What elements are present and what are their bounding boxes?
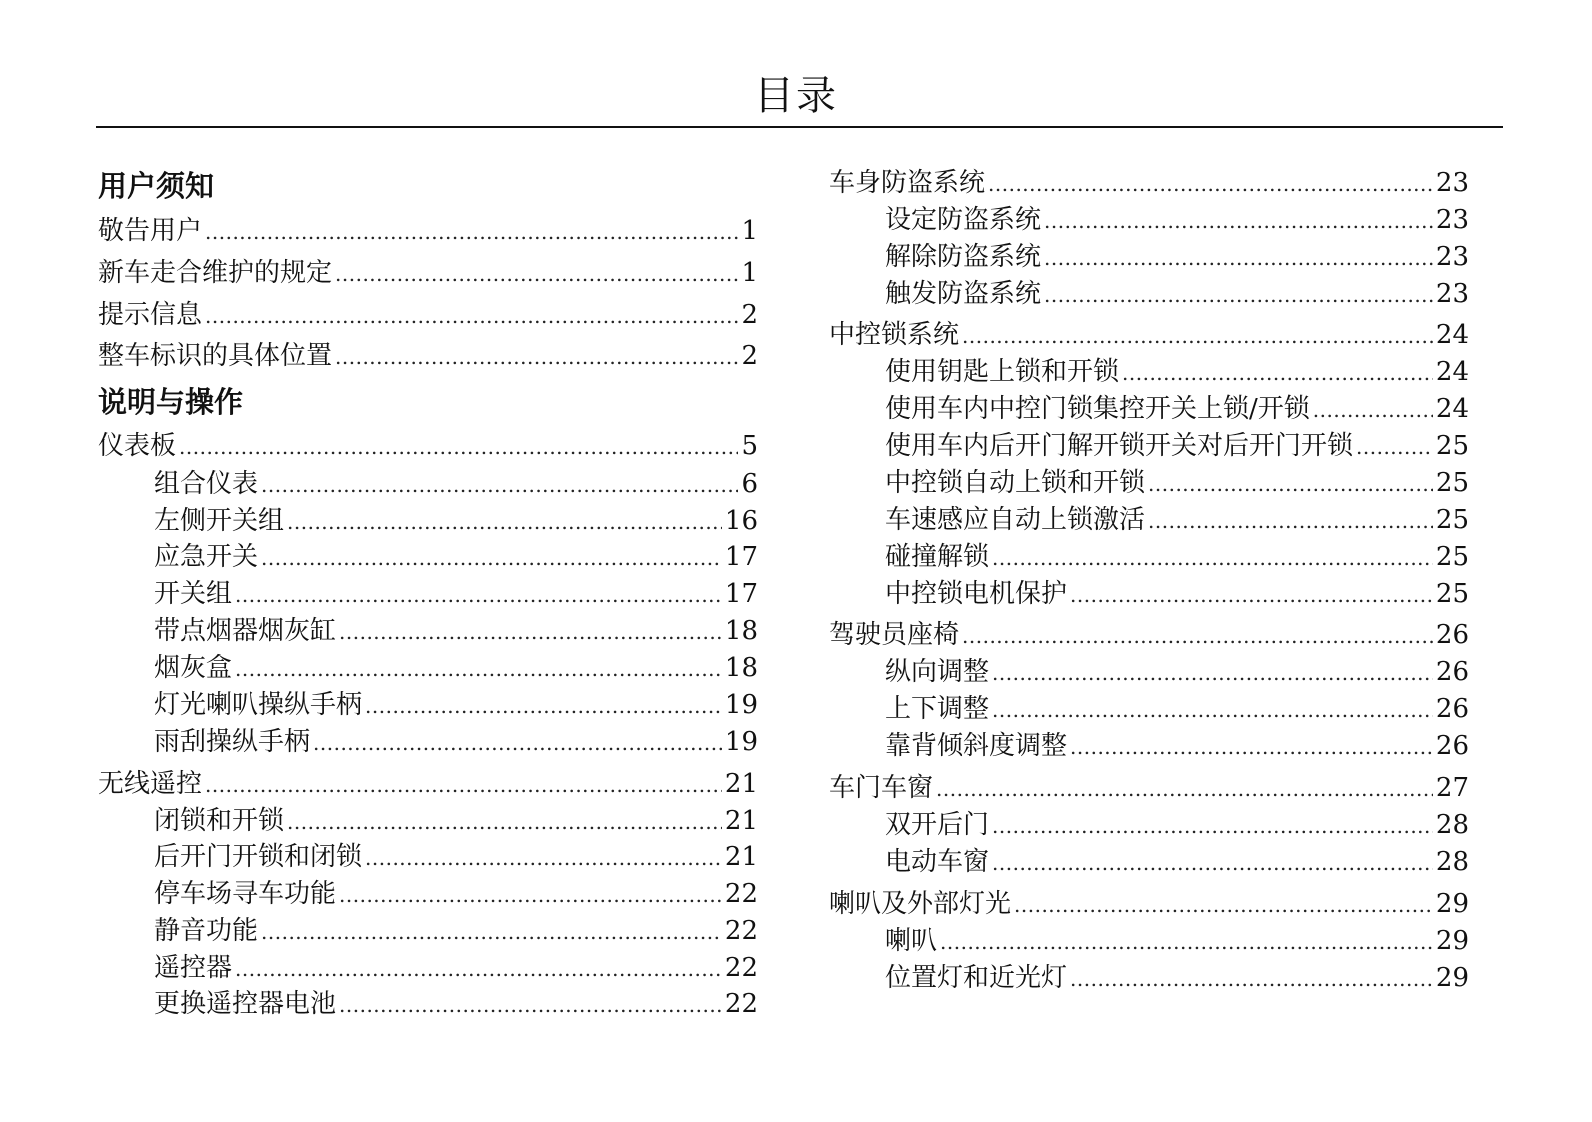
dot-leader — [1044, 204, 1433, 238]
toc-page-number: 23 — [1435, 279, 1469, 309]
dot-leader — [1044, 241, 1433, 275]
toc-entry[interactable] — [885, 729, 1469, 764]
toc-entry[interactable] — [154, 688, 758, 723]
section-heading: 说明与操作 — [98, 385, 244, 419]
dot-leader — [339, 988, 722, 1022]
dot-leader — [205, 299, 738, 333]
dot-leader — [936, 772, 1433, 806]
toc-page-number: 1 — [741, 258, 758, 288]
toc-page-number: 6 — [741, 469, 758, 499]
dot-leader — [992, 846, 1433, 880]
dot-leader — [1148, 467, 1433, 501]
toc-entry[interactable] — [885, 466, 1469, 501]
toc-entry[interactable] — [829, 618, 1469, 653]
dot-leader — [261, 468, 738, 502]
dot-leader — [1356, 430, 1433, 464]
dot-leader — [1148, 504, 1433, 538]
toc-page-number: 28 — [1435, 847, 1469, 877]
toc-entry-title: 使用钥匙上锁和开锁 — [885, 357, 1120, 387]
toc-page-number: 19 — [724, 690, 758, 720]
section-heading: 用户须知 — [98, 169, 215, 203]
toc-entry[interactable] — [154, 467, 758, 502]
dot-leader — [235, 578, 722, 612]
toc-page-number: 1 — [741, 216, 758, 246]
dot-leader — [988, 167, 1433, 201]
toc-entry[interactable] — [154, 577, 758, 612]
toc-entry-title: 车门车窗 — [829, 773, 934, 803]
toc-page-number: 22 — [724, 916, 758, 946]
toc-page-number: 22 — [724, 879, 758, 909]
toc-entry[interactable] — [885, 277, 1469, 312]
toc-entry[interactable] — [154, 877, 758, 912]
dot-leader — [992, 809, 1433, 843]
dot-leader — [962, 319, 1433, 353]
dot-leader — [962, 619, 1433, 653]
dot-leader — [992, 656, 1433, 690]
toc-entry-title: 上下调整 — [885, 694, 990, 724]
dot-leader — [261, 915, 722, 949]
toc-entry-title: 位置灯和近光灯 — [885, 963, 1068, 993]
dot-leader — [992, 693, 1433, 727]
toc-entry[interactable] — [885, 203, 1469, 238]
dot-leader — [339, 878, 722, 912]
toc-entry-title: 更换遥控器电池 — [154, 989, 337, 1019]
toc-entry-title: 设定防盗系统 — [885, 205, 1042, 235]
dot-leader — [179, 430, 738, 464]
toc-entry[interactable] — [154, 914, 758, 949]
dot-leader — [235, 652, 722, 686]
toc-entry-title: 开关组 — [154, 579, 233, 609]
toc-entry[interactable] — [154, 651, 758, 686]
toc-page-number: 24 — [1435, 357, 1469, 387]
toc-entry-title: 纵向调整 — [885, 657, 990, 687]
toc-page-number: 21 — [724, 806, 758, 836]
toc-page-number: 25 — [1435, 468, 1469, 498]
toc-entry-title: 烟灰盒 — [154, 653, 233, 683]
toc-entry-title: 中控锁电机保护 — [885, 579, 1068, 609]
dot-leader — [940, 925, 1433, 959]
toc-entry[interactable] — [829, 318, 1469, 353]
toc-entry-title: 仪表板 — [98, 431, 177, 461]
toc-page-number: 5 — [741, 431, 758, 461]
toc-page-number: 29 — [1435, 889, 1469, 919]
toc-page-number: 23 — [1435, 168, 1469, 198]
dot-leader — [287, 505, 722, 539]
toc-entry-title: 整车标识的具体位置 — [98, 341, 333, 371]
toc-page-number: 19 — [724, 727, 758, 757]
toc-page-number: 27 — [1435, 773, 1469, 803]
toc-page-number: 29 — [1435, 963, 1469, 993]
toc-entry-title: 新车走合维护的规定 — [98, 258, 333, 288]
toc-entry[interactable] — [98, 767, 758, 802]
dot-leader — [339, 615, 722, 649]
toc-entry-title: 敬告用户 — [98, 216, 203, 246]
dot-leader — [992, 541, 1433, 575]
toc-page-number: 26 — [1435, 731, 1469, 761]
toc-entry[interactable] — [98, 339, 758, 374]
toc-entry[interactable] — [154, 614, 758, 649]
toc-entry-title: 灯光喇叭操纵手柄 — [154, 690, 363, 720]
toc-entry-title: 组合仪表 — [154, 469, 259, 499]
toc-page-number: 24 — [1435, 394, 1469, 424]
dot-leader — [335, 257, 738, 291]
toc-page-number: 26 — [1435, 620, 1469, 650]
toc-page-number: 17 — [724, 542, 758, 572]
toc-entry-title: 使用车内中控门锁集控开关上锁/开锁 — [885, 394, 1310, 424]
dot-leader — [1122, 356, 1433, 390]
toc-entry-title: 提示信息 — [98, 300, 203, 330]
toc-entry[interactable] — [98, 256, 758, 291]
toc-entry[interactable] — [885, 692, 1469, 727]
toc-entry[interactable] — [885, 503, 1469, 538]
dot-leader — [335, 340, 738, 374]
toc-page-number: 18 — [724, 616, 758, 646]
toc-entry-title: 车速感应自动上锁激活 — [885, 505, 1146, 535]
toc-entry[interactable] — [885, 392, 1469, 427]
toc-entry[interactable] — [885, 924, 1469, 959]
dot-leader — [1313, 393, 1433, 427]
dot-leader — [205, 768, 722, 802]
toc-page-number: 25 — [1435, 542, 1469, 572]
dot-leader — [287, 805, 722, 839]
toc-page-number: 21 — [724, 769, 758, 799]
toc-entry[interactable] — [154, 987, 758, 1022]
toc-entry-title: 驾驶员座椅 — [829, 620, 960, 650]
toc-page-number: 22 — [724, 953, 758, 983]
toc-entry[interactable] — [98, 214, 758, 249]
toc-entry[interactable] — [885, 577, 1469, 612]
toc-page-number: 16 — [724, 506, 758, 536]
toc-entry-title: 靠背倾斜度调整 — [885, 731, 1068, 761]
toc-page-number: 29 — [1435, 926, 1469, 956]
title-divider — [96, 126, 1503, 128]
dot-leader — [1070, 730, 1433, 764]
toc-entry[interactable] — [98, 429, 758, 464]
toc-entry[interactable] — [885, 655, 1469, 690]
dot-leader — [1070, 578, 1433, 612]
toc-entry-title: 左侧开关组 — [154, 506, 285, 536]
dot-leader — [235, 952, 722, 986]
toc-entry[interactable] — [829, 887, 1469, 922]
dot-leader — [365, 689, 722, 723]
toc-page-number: 18 — [724, 653, 758, 683]
toc-entry-title: 解除防盗系统 — [885, 242, 1042, 272]
toc-page-number: 26 — [1435, 694, 1469, 724]
toc-entry-title: 电动车窗 — [885, 847, 990, 877]
dot-leader — [313, 726, 722, 760]
dot-leader — [1014, 888, 1433, 922]
toc-entry-title: 无线遥控 — [98, 769, 203, 799]
toc-entry[interactable] — [154, 951, 758, 986]
toc-page-number: 2 — [741, 300, 758, 330]
toc-entry[interactable] — [885, 355, 1469, 390]
toc-page-number: 23 — [1435, 242, 1469, 272]
toc-entry-title: 雨刮操纵手柄 — [154, 727, 311, 757]
toc-entry[interactable] — [885, 961, 1469, 996]
toc-page-number: 23 — [1435, 205, 1469, 235]
toc-entry[interactable] — [885, 240, 1469, 275]
toc-entry-title: 中控锁系统 — [829, 320, 960, 350]
dot-leader — [1070, 962, 1433, 996]
dot-leader — [261, 541, 722, 575]
toc-entry-title: 碰撞解锁 — [885, 542, 990, 572]
toc-page-number: 28 — [1435, 810, 1469, 840]
toc-page-number: 25 — [1435, 505, 1469, 535]
toc-entry-title: 闭锁和开锁 — [154, 806, 285, 836]
toc-entry[interactable] — [154, 804, 758, 839]
toc-entry-title: 双开后门 — [885, 810, 990, 840]
dot-leader — [1044, 278, 1433, 312]
toc-entry[interactable] — [829, 771, 1469, 806]
toc-page-number: 17 — [724, 579, 758, 609]
toc-entry-title: 喇叭及外部灯光 — [829, 889, 1012, 919]
page-title: 目录 — [754, 73, 838, 119]
toc-entry-title: 遥控器 — [154, 953, 233, 983]
toc-entry-title: 后开门开锁和闭锁 — [154, 842, 363, 872]
toc-entry[interactable] — [98, 298, 758, 333]
toc-entry[interactable] — [885, 429, 1469, 464]
toc-entry-title: 使用车内后开门解开锁开关对后开门开锁 — [885, 431, 1354, 461]
toc-entry[interactable] — [885, 808, 1469, 843]
toc-entry-title: 带点烟器烟灰缸 — [154, 616, 337, 646]
toc-entry-title: 触发防盗系统 — [885, 279, 1042, 309]
toc-entry-title: 静音功能 — [154, 916, 259, 946]
toc-entry-title: 停车场寻车功能 — [154, 879, 337, 909]
toc-entry-title: 中控锁自动上锁和开锁 — [885, 468, 1146, 498]
toc-entry[interactable] — [885, 540, 1469, 575]
toc-entry-title: 喇叭 — [885, 926, 938, 956]
dot-leader — [205, 215, 738, 249]
toc-page-number: 26 — [1435, 657, 1469, 687]
toc-entry-title: 应急开关 — [154, 542, 259, 572]
toc-page-number: 21 — [724, 842, 758, 872]
toc-entry[interactable] — [829, 166, 1469, 201]
toc-entry[interactable] — [154, 504, 758, 539]
toc-entry[interactable] — [885, 845, 1469, 880]
toc-entry-title: 车身防盗系统 — [829, 168, 986, 198]
toc-entry[interactable] — [154, 725, 758, 760]
toc-page-number: 22 — [724, 989, 758, 1019]
toc-entry[interactable] — [154, 840, 758, 875]
toc-page-number: 2 — [741, 341, 758, 371]
toc-entry[interactable] — [154, 540, 758, 575]
toc-page-number: 25 — [1435, 431, 1469, 461]
toc-page-number: 24 — [1435, 320, 1469, 350]
toc-page-number: 25 — [1435, 579, 1469, 609]
dot-leader — [365, 841, 722, 875]
